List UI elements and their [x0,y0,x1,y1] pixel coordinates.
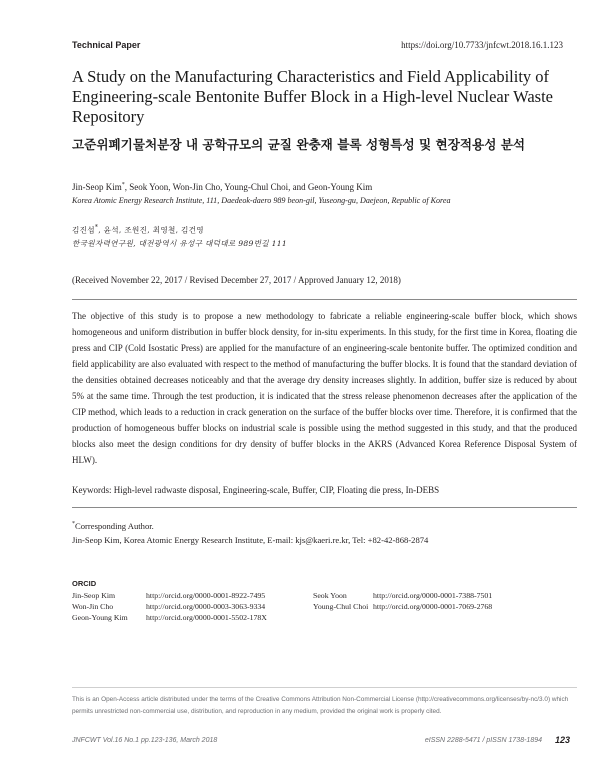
journal-citation: JNFCWT Vol.16 No.1 pp.123-136, March 2018 [72,737,218,744]
orcid-url[interactable]: http://orcid.org/0000-0001-8922-7495 [146,591,266,600]
corresponding-detail: Jin-Seop Kim, Korea Atomic Energy Research Institute, E-mail: kjs@kaeri.re.kr, Tel: +82-42-868-2874 [72,534,429,545]
license-notice: This is an Open-Access article distributed under the terms of the Creative Commons Attribution Non-Commercial License (http://creativecommons.org/licenses/by-nc/3.0) which permits unrestricted non-commercial use, distribution, and reproduction in any medium, provided the original work is properly cited. [72,696,569,715]
corresponding-mark: * [121,182,125,188]
author-rest: , Seok Yoon, Won-Jin Cho, Young-Chul Choi, and Geon-Young Kim [124,182,373,192]
title-korean: 고준위폐기물처분장 내 공학규모의 균질 완충재 블록 성형특성 및 현장적용성 분석 [72,137,526,152]
orcid-url[interactable]: http://orcid.org/0000-0003-3063-9334 [146,602,266,611]
authors-korean [72,224,204,236]
author-first: Jin-Seop Kim [72,182,122,192]
abstract: The objective of this study is to propose a new methodology to fabricate a reliable engineering-scale buffer block, which shows homogeneous and uniform distribution in buffer block density, for in-situ experiments. In this study, for the first time in Korea, floating die press and CIP (Cold Isostatic Press) are applied for the manufacture of an engineering-scale bentonite buffer. The optimized condition and field applicability are also evaluated with respect to the method of manufacturing the buffer blocks. It is found that the standard deviation of the densities obtained decreases noticeably and that the average dry density increases slightly. In addition, buffer size is reduced by about 5% at the same time. Through the test production, it is indicated that the stress release phenomenon decreases after the application of the CIP method, which leads to a reduction in crack generation on the surface of the buffer blocks over time. Therefore, it is confirmed that the production of homogeneous buffer blocks on industrial scale is possible using the method suggested in this study, and that the produced blocks also meet the design conditions for dry density of buffer blocks in the AKRS (Advanced Korea Reference Disposal System of HLW). [72,311,577,465]
orcid-url[interactable]: http://orcid.org/0000-0001-7388-7501 [373,591,493,600]
orcid-name: Geon-Young Kim [72,613,128,622]
orcid-url[interactable]: http://orcid.org/0000-0001-5502-178X [146,613,267,622]
author-first-ko: 김진섭 [72,225,95,235]
footer-divider [72,687,577,688]
corresponding-mark-ko: * [94,224,99,231]
affiliation-korean: 한국원자력연구원, 대전광역시 유성구 대덕대로 989번길 111 [72,239,288,248]
orcid-name: Seok Yoon [313,591,347,600]
received-dates: (Received November 22, 2017 / Revised December 27, 2017 / Approved January 12, 2018) [72,275,401,285]
authors-english [72,182,372,192]
divider-top [72,299,577,300]
issn: eISSN 2288-5471 / pISSN 1738-1894 [424,737,542,744]
corresponding-mark-note: * [72,521,75,527]
doi-link[interactable]: https://doi.org/10.7733/jnfcwt.2018.16.1.123 [401,40,563,50]
orcid-url[interactable]: http://orcid.org/0000-0001-7069-2768 [373,602,493,611]
corresponding-label: Corresponding Author. [75,520,154,531]
orcid-name: Jin-Seop Kim [72,591,116,600]
orcid-heading: ORCID [72,579,97,588]
title-english: A Study on the Manufacturing Characteristics and Field Applicability of Engineering-scale Bentonite Buffer Block in a High-level Nuclear Waste Repository [72,67,553,126]
orcid-name: Won-Jin Cho [72,602,114,611]
corresponding-author [72,517,428,547]
keywords: Keywords: High-level radwaste disposal, Engineering-scale, Buffer, CIP, Floating die press, In-DEBS [72,485,440,495]
orcid-name: Young-Chul Choi [313,602,369,611]
article-type-label: Technical Paper [72,40,141,50]
author-rest-ko: , 윤석, 조원진, 최영철, 김건영 [98,225,204,235]
affiliation-english: Korea Atomic Energy Research Institute, 111, Daedeok-daero 989 beon-gil, Yuseong-gu, Daejeon, Republic of Korea [72,196,451,205]
divider-bottom [72,507,577,508]
page-number: 123 [554,735,570,745]
